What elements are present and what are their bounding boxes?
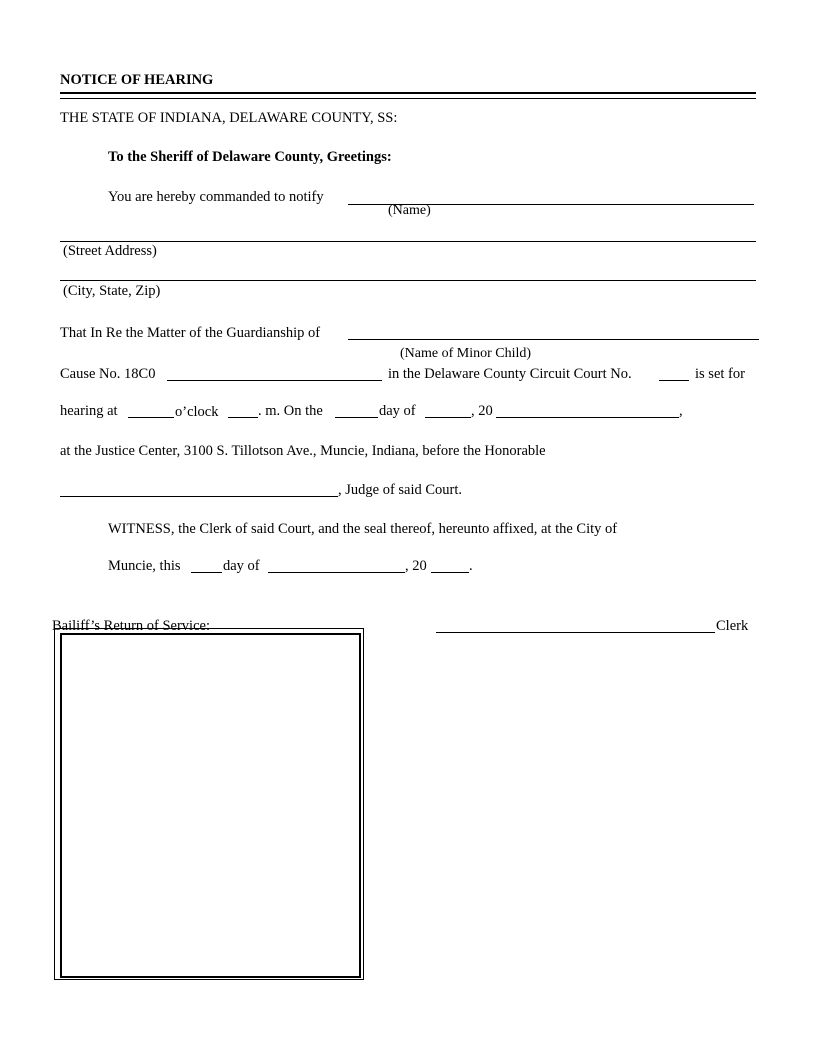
hearing-hour-field[interactable] [128, 417, 174, 418]
am-pm-field[interactable] [228, 417, 258, 418]
hearing-month-field[interactable] [425, 417, 471, 418]
justice-center-line: at the Justice Center, 3100 S. Tillotson Ave., Muncie, Indiana, before the Honorable [60, 443, 546, 459]
year-prefix-label: , 20 [471, 403, 493, 419]
muncie-day-of-label: day of [223, 558, 260, 574]
court-number-field[interactable] [659, 380, 689, 381]
court-label: in the Delaware County Circuit Court No. [388, 366, 632, 382]
name-caption: (Name) [388, 203, 431, 218]
witness-day-field[interactable] [191, 572, 222, 573]
oclock-label: o’clock [175, 404, 219, 420]
street-address-caption: (Street Address) [63, 243, 157, 259]
notify-label: You are hereby commanded to notify [108, 189, 324, 205]
witness-line: WITNESS, the Clerk of said Court, and the seal thereof, hereunto affixed, at the City of [108, 521, 618, 537]
judge-name-field[interactable] [60, 496, 338, 497]
greeting: To the Sheriff of Delaware County, Greetings: [108, 149, 392, 165]
hearing-trailing-comma: , [679, 403, 683, 419]
minor-child-caption: (Name of Minor Child) [400, 346, 532, 361]
judge-label: , Judge of said Court. [338, 482, 463, 498]
state-line: THE STATE OF INDIANA, DELAWARE COUNTY, SS: [60, 110, 398, 126]
day-of-label: day of [379, 403, 416, 419]
hearing-year-field[interactable] [496, 417, 679, 418]
set-for-label: is set for [695, 366, 745, 382]
hearing-day-field[interactable] [335, 417, 378, 418]
witness-year-field[interactable] [431, 572, 469, 573]
city-state-zip-field[interactable] [60, 280, 756, 281]
clerk-signature-field[interactable] [436, 632, 715, 633]
muncie-this-label: Muncie, this [108, 558, 181, 574]
bailiff-return-label: Bailiff’s Return of Service: [52, 618, 210, 634]
return-of-service-box[interactable] [60, 633, 361, 978]
cause-number-field[interactable] [167, 380, 382, 381]
page-title: NOTICE OF HEARING [60, 72, 214, 88]
muncie-year-prefix: , 20 [405, 558, 427, 574]
minor-child-field[interactable] [348, 339, 759, 340]
title-rule-thin [60, 98, 756, 99]
city-state-zip-caption: (City, State, Zip) [63, 283, 161, 299]
witness-month-field[interactable] [268, 572, 405, 573]
hearing-at-label: hearing at [60, 403, 118, 419]
matter-label: That In Re the Matter of the Guardianship of [60, 325, 321, 341]
title-rule-thick [60, 92, 756, 94]
street-address-field[interactable] [60, 241, 756, 242]
clerk-label: Clerk [716, 618, 749, 634]
cause-label: Cause No. 18C0 [60, 366, 156, 382]
muncie-period: . [469, 558, 473, 574]
m-on-the-label: . m. On the [258, 403, 323, 419]
